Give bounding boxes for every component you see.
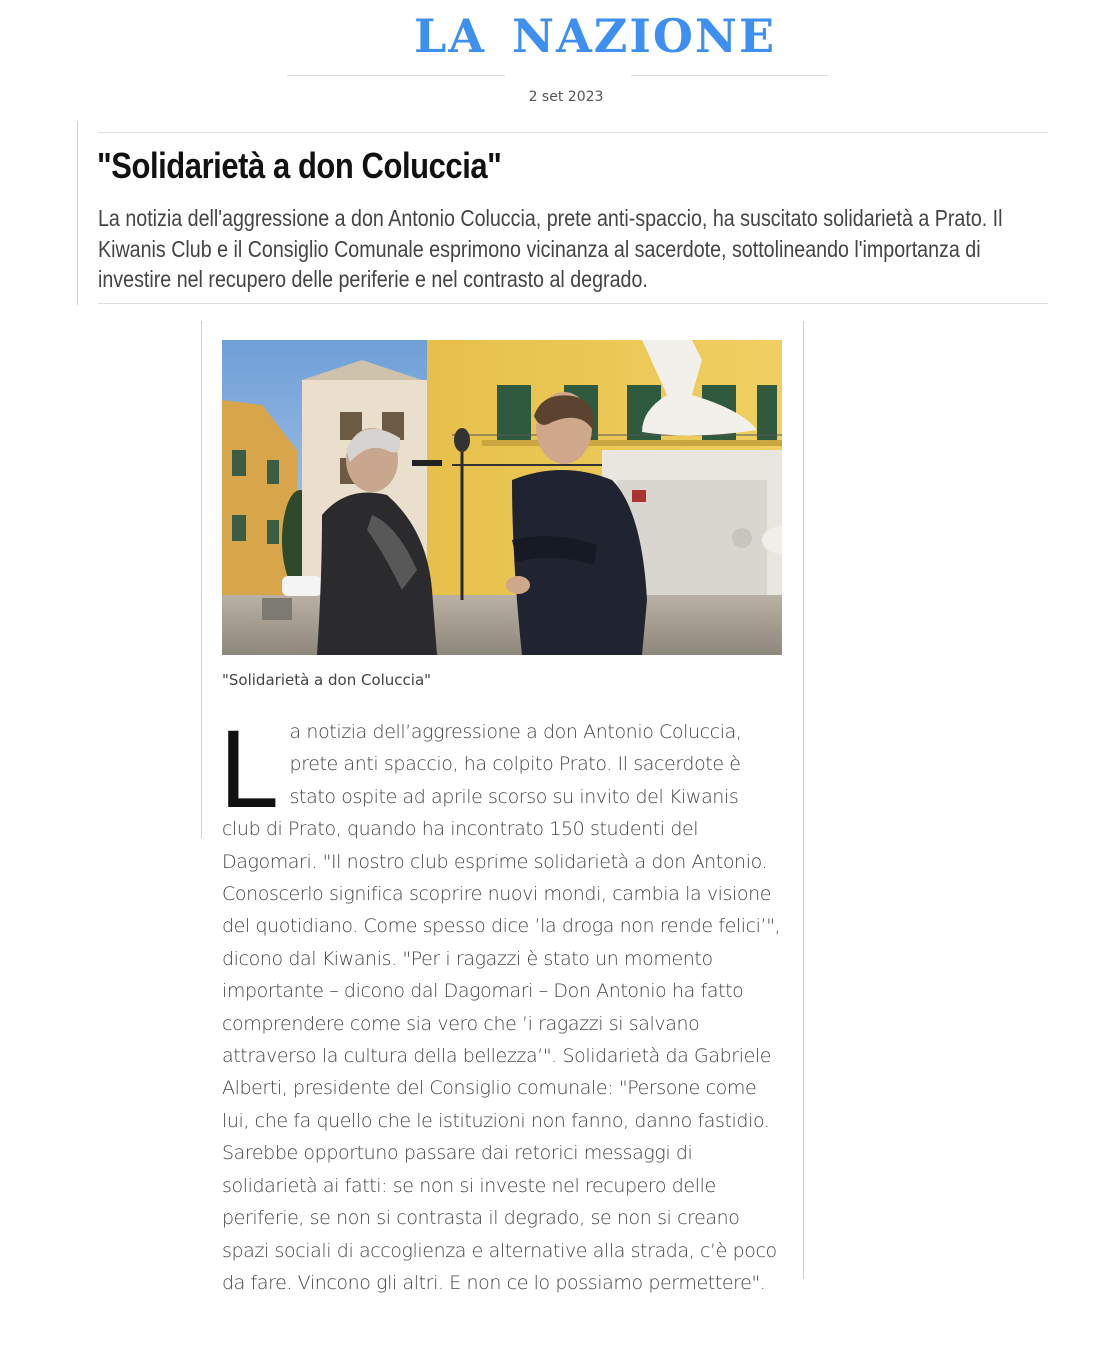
header-bottom-divider [98, 303, 1048, 304]
article-body [218, 710, 782, 1299]
masthead [0, 8, 1117, 64]
newspaper-logo[interactable]: LA NAZIONE [413, 9, 777, 63]
header-top-divider [98, 132, 1048, 133]
drop-cap: L [218, 710, 276, 832]
photo-caption: "Solidarietà a don Coluccia" [222, 671, 432, 689]
article-body-text: a notizia dell’aggressione a don Antonio Coluccia, prete anti spaccio, ha colpito Prato. Il sacerdote è stato ospite ad aprile scorso su invito del Kiwanis club di Prato, quando ha incontrato 150 studenti del Dagomari. "Il nostro club esprime solidarietà a don Antonio. Conoscerlo significa scoprire nuovi mondi, cambia la visione del quotidiano. Come spesso dice ’la droga non rende felici’", dicono dal Kiwanis. "Per i ragazzi è stato un momento importante – dicono dal Dagomari – Don Antonio ha fatto comprendere come sia vero che ’i ragazzi si salvano attraverso la cultura della bellezza’". Solidarietà da Gabriele Alberti, presidente del Consiglio comunale: "Persone come lui, che fa quello che le istituzioni non fanno, danno fastidio. Sarebbe opportuno passare dai retorici messaggi di solidarietà ai fatti: se non si investe nel recupero delle periferie, se non si contrasta il degrado, se non si creano spazi sociali di accoglienza e alternative alla strada, c’è poco da fare. Vincono gli altri. E non ce lo possiamo permettere". [222, 721, 781, 1294]
article-photo [222, 340, 782, 655]
publication-date: 2 set 2023 [528, 89, 604, 105]
masthead-divider-left [287, 75, 505, 76]
article-summary: La notizia dell'aggressione a don Antonio Coluccia, prete anti-spaccio, ha suscitato solidarietà a Prato. Il Kiwanis Club e il Consiglio Comunale esprimono vicinanza al sacerdote, sottolineando l'importanza di investire nel recupero delle periferie e nel contrasto al degrado. [98, 205, 1003, 292]
article-headline: "Solidarietà a don Coluccia" [97, 145, 502, 186]
masthead-divider-right [631, 75, 828, 76]
